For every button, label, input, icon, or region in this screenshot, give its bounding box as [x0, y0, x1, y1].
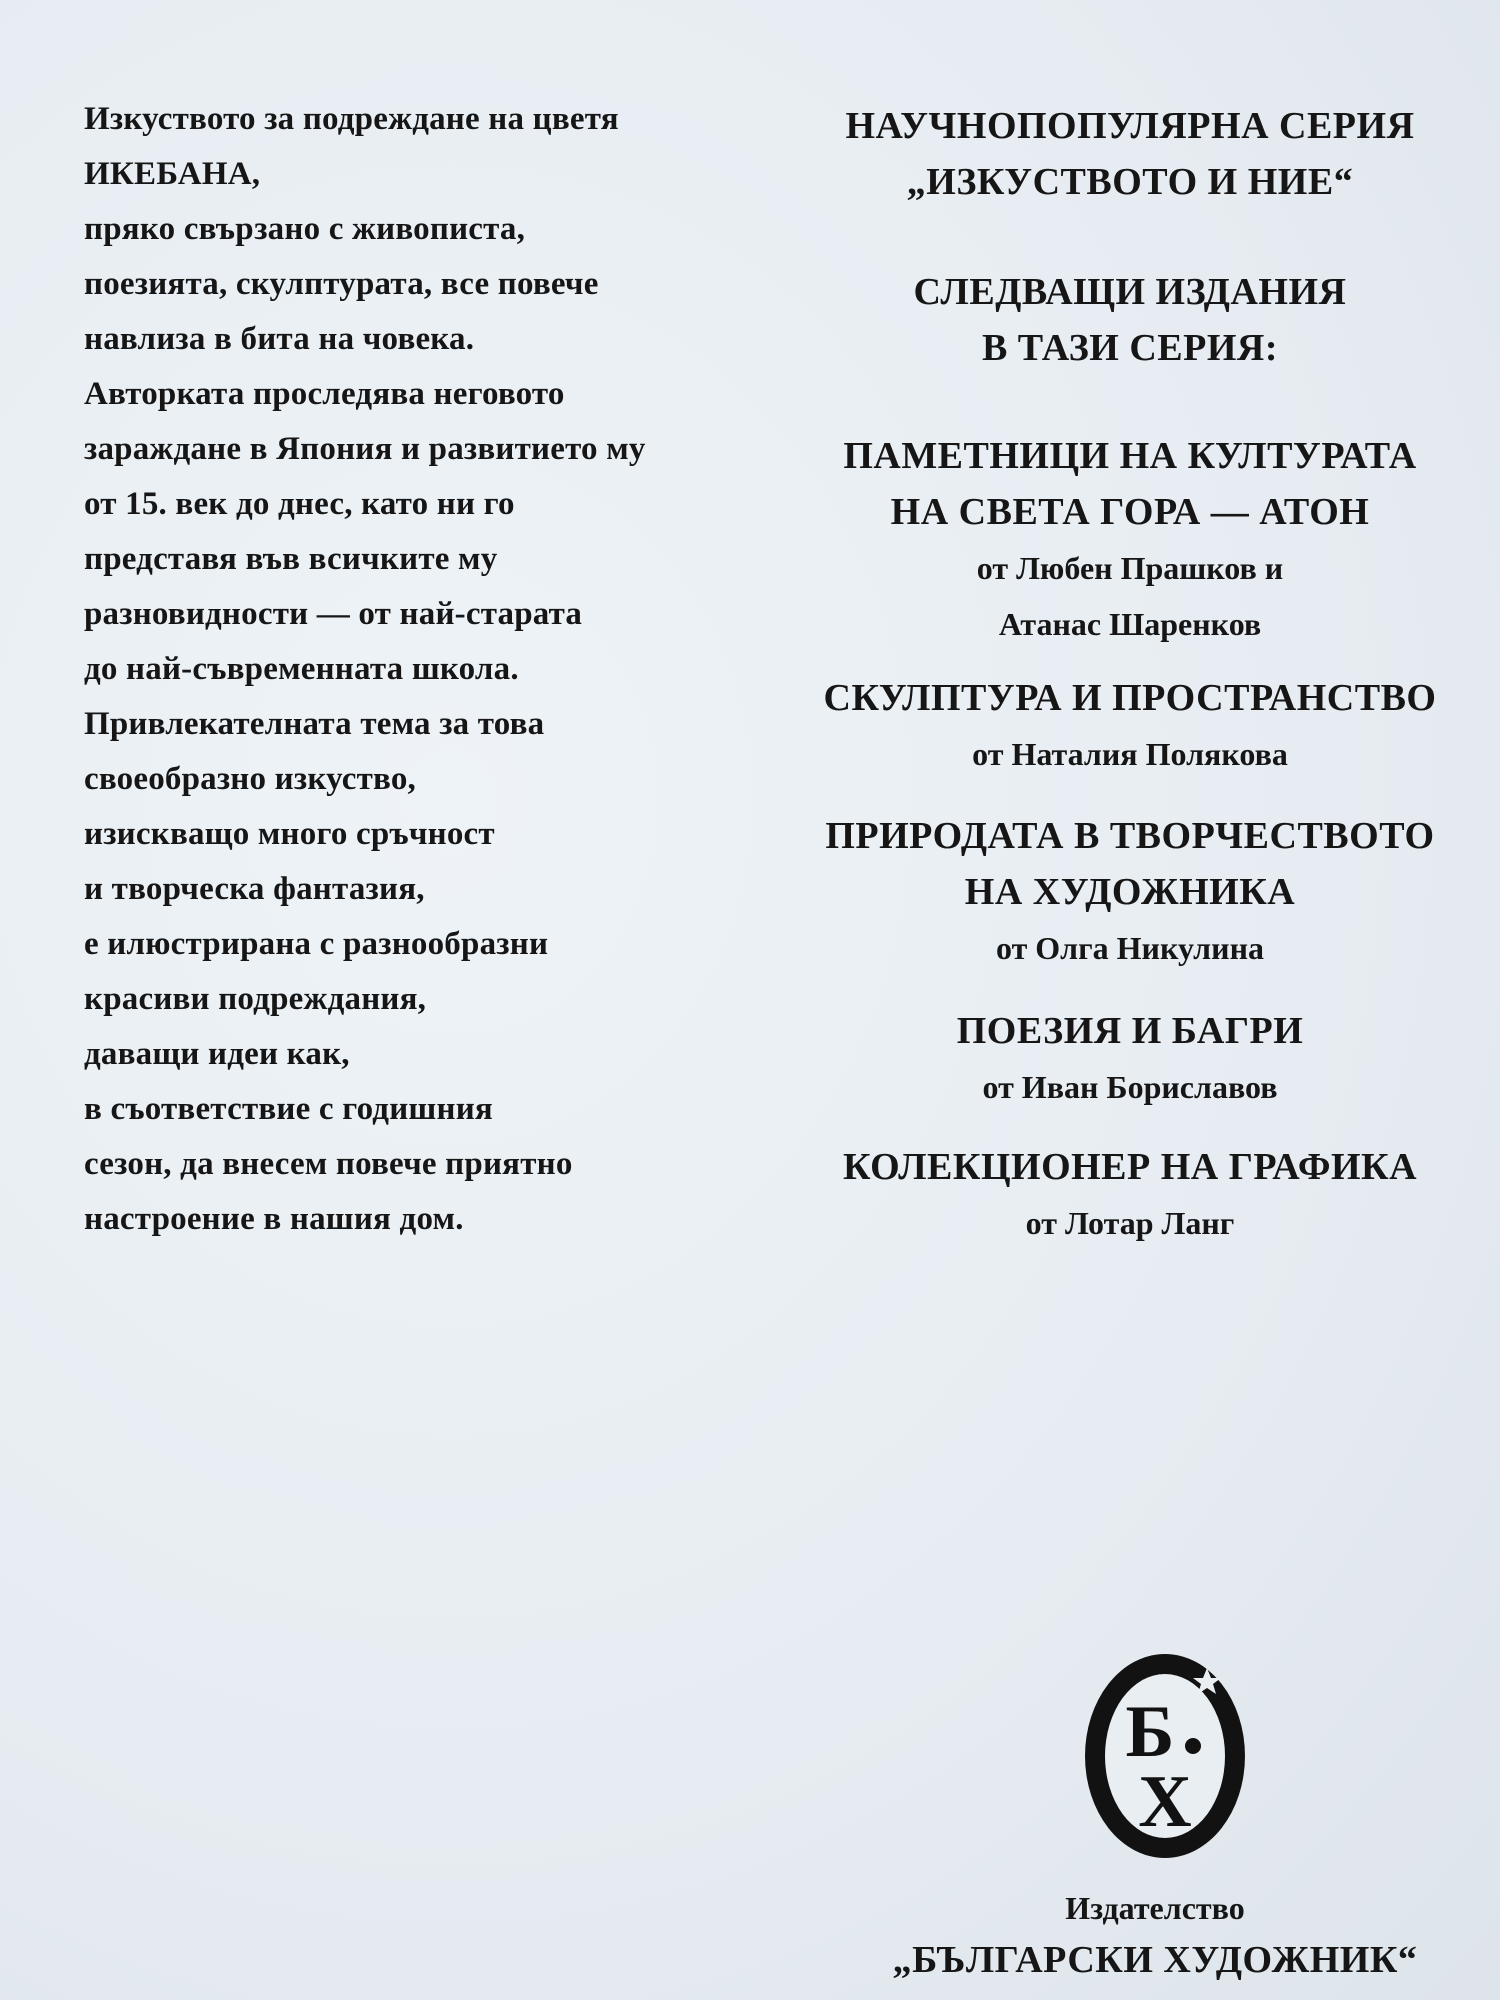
book-author: от Олга Никулина: [995, 930, 1264, 966]
description-line: и творческа фантазия,: [84, 871, 425, 907]
description-line: своеобразно изкуство,: [84, 761, 416, 797]
description-line: красиви подреждания,: [84, 981, 427, 1017]
description-line: е илюстрирана с разнообразни: [84, 926, 549, 962]
book-entry: [790, 670, 1470, 782]
description-line: пряко свързано с живописта,: [84, 211, 526, 247]
book-entry: [790, 1003, 1470, 1115]
book-entry: [790, 1139, 1470, 1251]
book-author: от Лотар Ланг: [1025, 1205, 1235, 1241]
description-text: [84, 92, 774, 1247]
description-line: представя във всичките му: [84, 541, 498, 577]
description-line: от 15. век до днес, като ни го: [84, 486, 515, 522]
book-title: НА СВЕТА ГОРА — АТОН: [890, 491, 1370, 533]
book-entry: [790, 428, 1470, 652]
description-line: зараждане в Япония и развитието му: [84, 431, 646, 467]
description-line: разновидности — от най-старата: [84, 596, 583, 632]
book-entry: [790, 808, 1470, 976]
description-line: Привлекателната тема за това: [84, 706, 545, 742]
book-title: НА ХУДОЖНИКА: [964, 871, 1296, 913]
book-title: СКУЛПТУРА И ПРОСТРАНСТВО: [823, 677, 1437, 719]
series-name-line: НАУЧНОПОПУЛЯРНА СЕРИЯ: [845, 105, 1415, 147]
book-author: от Наталия Полякова: [972, 736, 1288, 772]
book-title: ПАМЕТНИЦИ НА КУЛТУРАТА: [843, 435, 1417, 477]
next-editions-line: В ТАЗИ СЕРИЯ:: [981, 327, 1279, 369]
description-line: Изкуството за подреждане на цветя: [84, 101, 619, 137]
description-line: изискващо много сръчност: [84, 816, 495, 852]
publisher-label: Издателство: [1065, 1890, 1245, 1926]
description-line: ИКЕБАНА,: [84, 156, 261, 192]
description-line: даващи идеи как,: [84, 1036, 350, 1072]
book-author: Атанас Шаренков: [998, 606, 1262, 642]
book-author: от Иван Бориславов: [982, 1069, 1278, 1105]
series-heading: [790, 98, 1470, 210]
book-title: ПРИРОДАТА В ТВОРЧЕСТВОТО: [825, 815, 1435, 857]
next-editions-heading: [790, 264, 1470, 376]
logo-letter-bottom: Х: [1138, 1761, 1192, 1843]
description-line: настроение в нашия дом.: [84, 1201, 464, 1237]
publisher-logo: [1080, 1650, 1250, 1862]
book-title: КОЛЕКЦИОНЕР НА ГРАФИКА: [842, 1146, 1418, 1188]
book-author: от Любен Прашков и: [976, 550, 1284, 586]
series-title-line: „ИЗКУСТВОТО И НИЕ“: [906, 161, 1354, 203]
description-line: поезията, скулптурата, все повече: [84, 266, 599, 302]
book-title: ПОЕЗИЯ И БАГРИ: [956, 1010, 1304, 1052]
description-line: в съответствие с годишния: [84, 1091, 493, 1127]
next-editions-line: СЛЕДВАЩИ ИЗДАНИЯ: [913, 271, 1347, 313]
description-line: до най-съвременната школа.: [84, 651, 519, 687]
publisher-name: „БЪЛГАРСКИ ХУДОЖНИК“: [892, 1939, 1418, 1981]
description-line: навлиза в бита на човека.: [84, 321, 475, 357]
description-line: Авторката проследява неговото: [84, 376, 565, 412]
description-line: сезон, да внесем повече приятно: [84, 1146, 573, 1182]
logo-letter-top: Б: [1125, 1691, 1175, 1773]
